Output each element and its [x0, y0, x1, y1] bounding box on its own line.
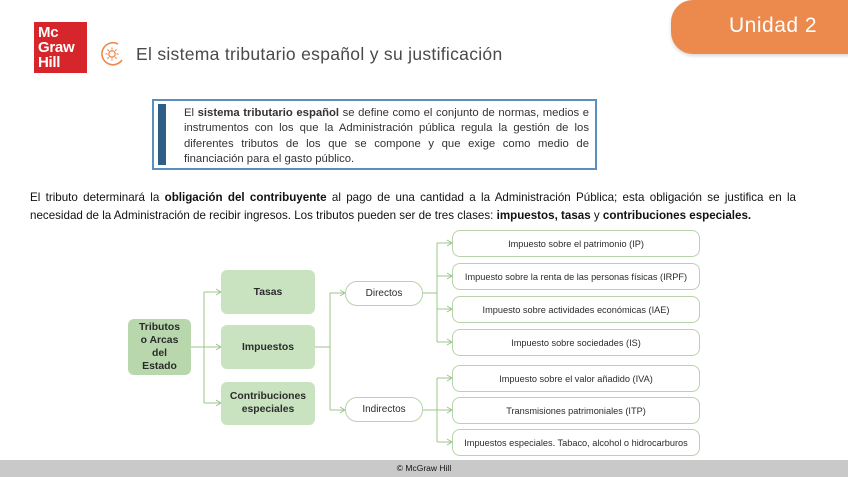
logo-line-2: Graw	[38, 39, 75, 56]
para-text-3: y	[590, 208, 603, 222]
definition-before: El	[184, 107, 198, 119]
para-bold-3: contribuciones especiales.	[602, 208, 752, 222]
diagram-root-node: Tributos o Arcas del Estado	[128, 319, 191, 375]
diagram-item-especiales: Impuestos especiales. Tabaco, alcohol o hidrocarburos	[452, 429, 700, 456]
definition-bold: sistema tributario español	[197, 107, 340, 119]
para-text-2: al pago de una cantidad a la Administración Pública; esta obligación se justifica en la necesidad de la Administración de recibir ingresos. Los tributos pueden ser de tres clases:	[30, 191, 796, 222]
para-text-1: El tributo determinará la	[30, 191, 165, 204]
diagram-subtype-directos: Directos	[345, 281, 423, 306]
definition-text	[184, 106, 589, 167]
unit-tab	[671, 0, 848, 54]
para-bold-1: obligación del contribuyente	[164, 191, 327, 204]
footer-copyright: © McGraw Hill	[396, 463, 452, 473]
unit-label: Unidad 2	[729, 14, 818, 37]
definition-after: se define como el conjunto de normas, medios e instrumentos con los que la Administración pública regula la gestión de los diferentes tributos de los que se compone y que exige como medio de financiación para el gasto público.	[184, 107, 589, 165]
page-title: El sistema tributario español y su justificación	[136, 44, 503, 64]
diagram-type-tasas: Tasas	[221, 270, 315, 314]
definition-box	[152, 99, 597, 170]
footer-bar	[0, 460, 848, 477]
diagram-type-impuestos: Impuestos	[221, 325, 315, 369]
para-bold-2: impuestos, tasas	[496, 208, 591, 222]
diagram-item-is: Impuesto sobre sociedades (IS)	[452, 329, 700, 356]
logo-line-1: Mc	[38, 24, 59, 41]
diagram-item-itp: Transmisiones patrimoniales (ITP)	[452, 397, 700, 424]
diagram-item-irpf: Impuesto sobre la renta de las personas físicas (IRPF)	[452, 263, 700, 290]
gear-sun-icon	[98, 40, 126, 68]
definition-accent-bar	[158, 104, 166, 165]
diagram-item-iva: Impuesto sobre el valor añadido (IVA)	[452, 365, 700, 392]
mcgraw-hill-logo	[34, 22, 87, 73]
diagram-item-ip: Impuesto sobre el patrimonio (IP)	[452, 230, 700, 257]
diagram-item-iae: Impuesto sobre actividades económicas (IAE)	[452, 296, 700, 323]
diagram-type-contribuciones: Contribuciones especiales	[221, 382, 315, 425]
logo-line-3: Hill	[38, 54, 61, 71]
intro-paragraph	[30, 189, 796, 224]
diagram-subtype-indirectos: Indirectos	[345, 397, 423, 422]
